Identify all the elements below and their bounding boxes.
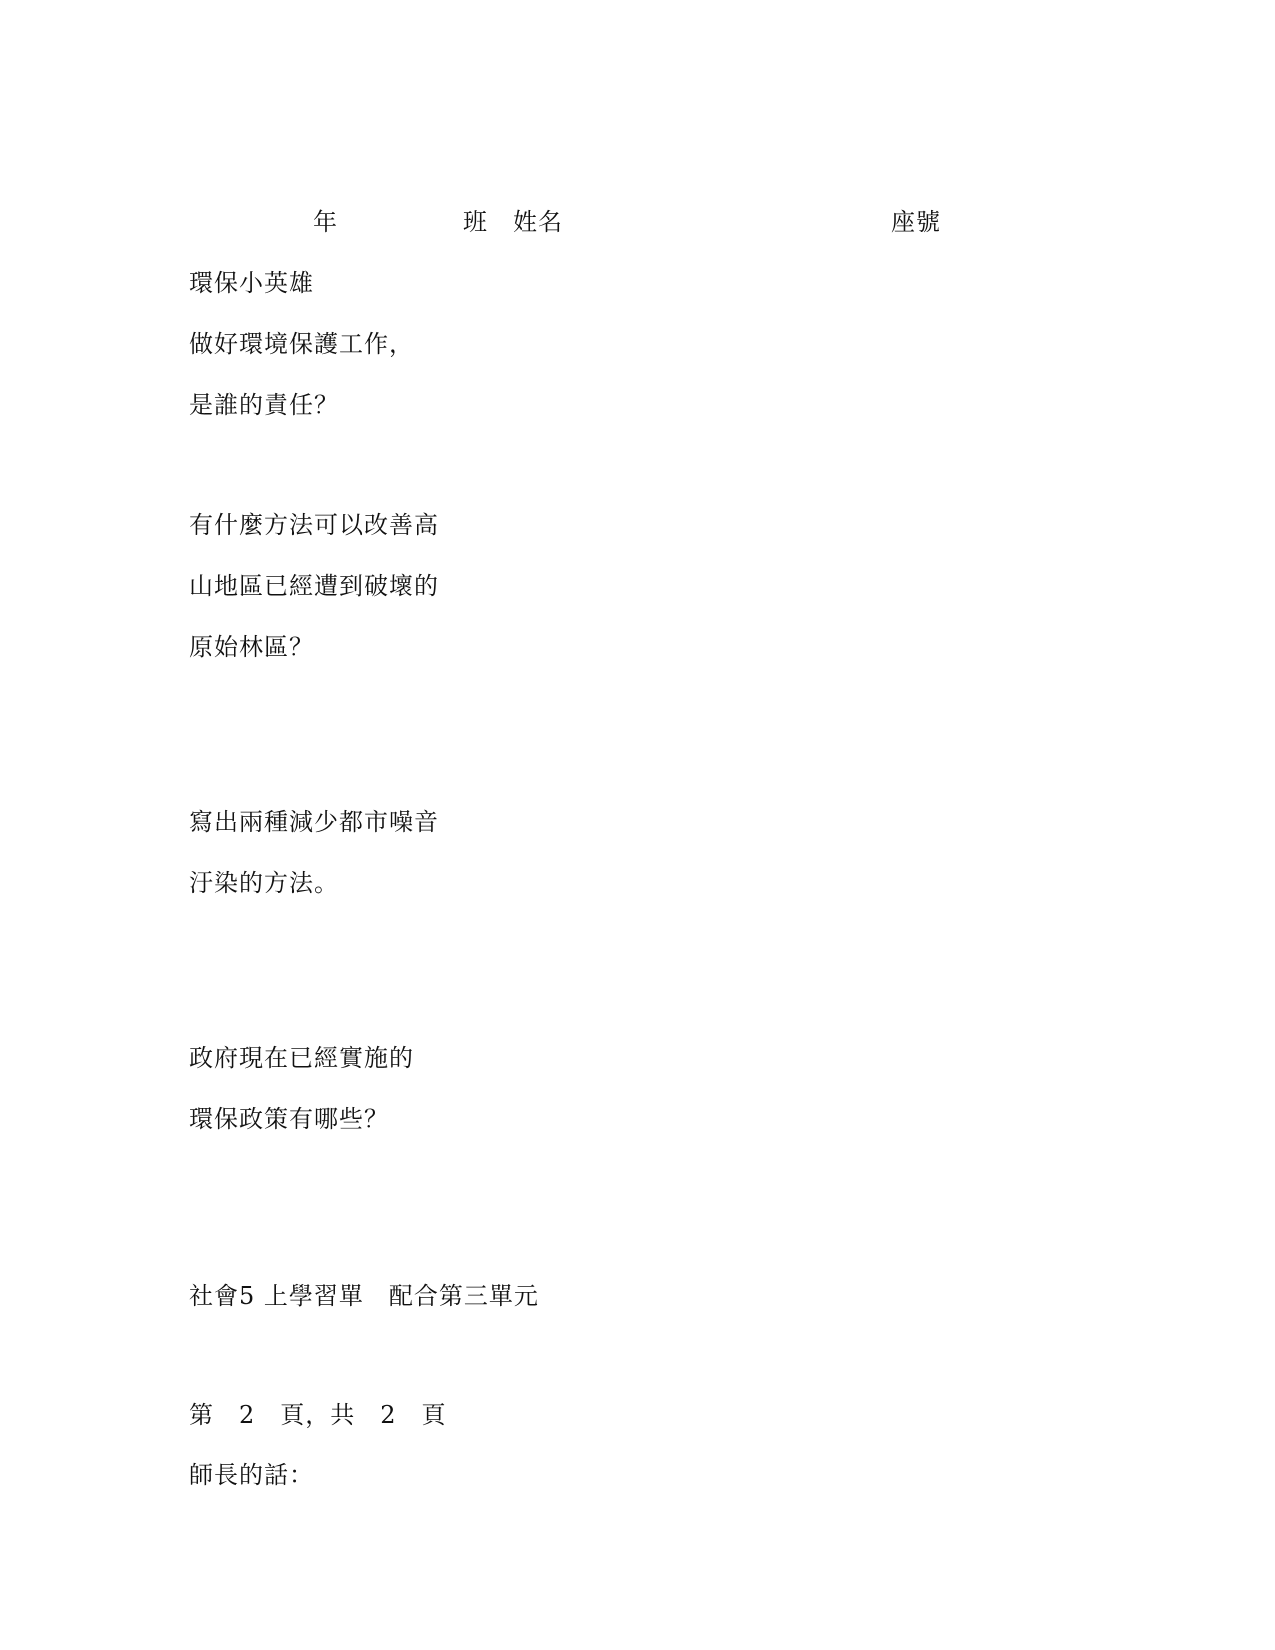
- page-info: 第 2 頁，共 2 頁: [189, 1401, 447, 1429]
- question-line: 環保政策有哪些？: [189, 1105, 389, 1133]
- question-line: 山地區已經遭到破壞的: [189, 572, 439, 600]
- question-line: 原始林區？: [189, 633, 314, 661]
- section-title: 環保小英雄: [189, 269, 314, 297]
- question-line: 是誰的責任？: [189, 391, 339, 419]
- teacher-comment-label: 師長的話：: [189, 1461, 314, 1489]
- class-label: 班: [463, 208, 488, 236]
- question-line: 汙染的方法。: [189, 869, 339, 897]
- year-label: 年: [313, 208, 338, 236]
- question-line: 做好環境保護工作，: [189, 330, 414, 358]
- name-label: 姓名: [513, 208, 563, 236]
- question-line: 有什麼方法可以改善高: [189, 511, 439, 539]
- seat-number-label: 座號: [891, 208, 941, 236]
- question-line: 寫出兩種減少都市噪音: [189, 808, 439, 836]
- question-line: 政府現在已經實施的: [189, 1044, 414, 1072]
- course-line: 社會5 上學習單 配合第三單元: [189, 1282, 539, 1310]
